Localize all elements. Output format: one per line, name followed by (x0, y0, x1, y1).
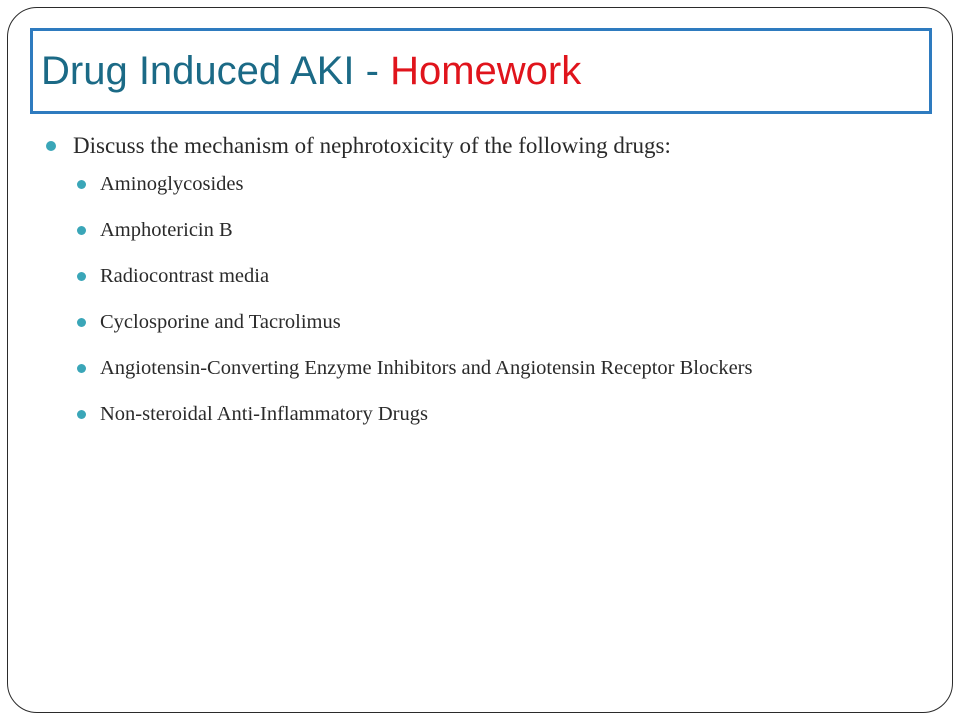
bullet-dot-icon (77, 364, 86, 373)
bullet-dot-icon (77, 410, 86, 419)
title-accent-text: Homework (390, 49, 582, 93)
sub-bullet-item (77, 401, 916, 428)
sub-bullet-text: Amphotericin B (100, 219, 233, 241)
sub-bullet-list (46, 171, 916, 428)
sub-bullet-item (77, 217, 916, 244)
sub-bullet-text: Radiocontrast media (100, 265, 270, 287)
sub-bullet-text: Non-steroidal Anti-Inflammatory Drugs (100, 403, 428, 425)
slide-title (41, 51, 581, 91)
sub-bullet-text: Cyclosporine and Tacrolimus (100, 311, 341, 333)
bullet-dot-icon (77, 318, 86, 327)
main-bullet-item (46, 132, 916, 160)
bullet-dot-icon (77, 180, 86, 189)
sub-bullet-text: Angiotensin-Converting Enzyme Inhibitors and Angiotensin Receptor Blockers (100, 357, 753, 379)
sub-bullet-item (77, 171, 916, 198)
sub-bullet-text: Aminoglycosides (100, 173, 244, 195)
bullet-dot-icon (46, 141, 56, 151)
slide-content (46, 132, 916, 447)
sub-bullet-item (77, 309, 916, 336)
bullet-dot-icon (77, 272, 86, 281)
sub-bullet-item (77, 263, 916, 290)
bullet-dot-icon (77, 226, 86, 235)
title-box (30, 28, 932, 114)
sub-bullet-item (77, 355, 916, 382)
main-bullet-text: Discuss the mechanism of nephrotoxicity of the following drugs: (73, 133, 671, 158)
title-main-text: Drug Induced AKI - (41, 49, 391, 93)
